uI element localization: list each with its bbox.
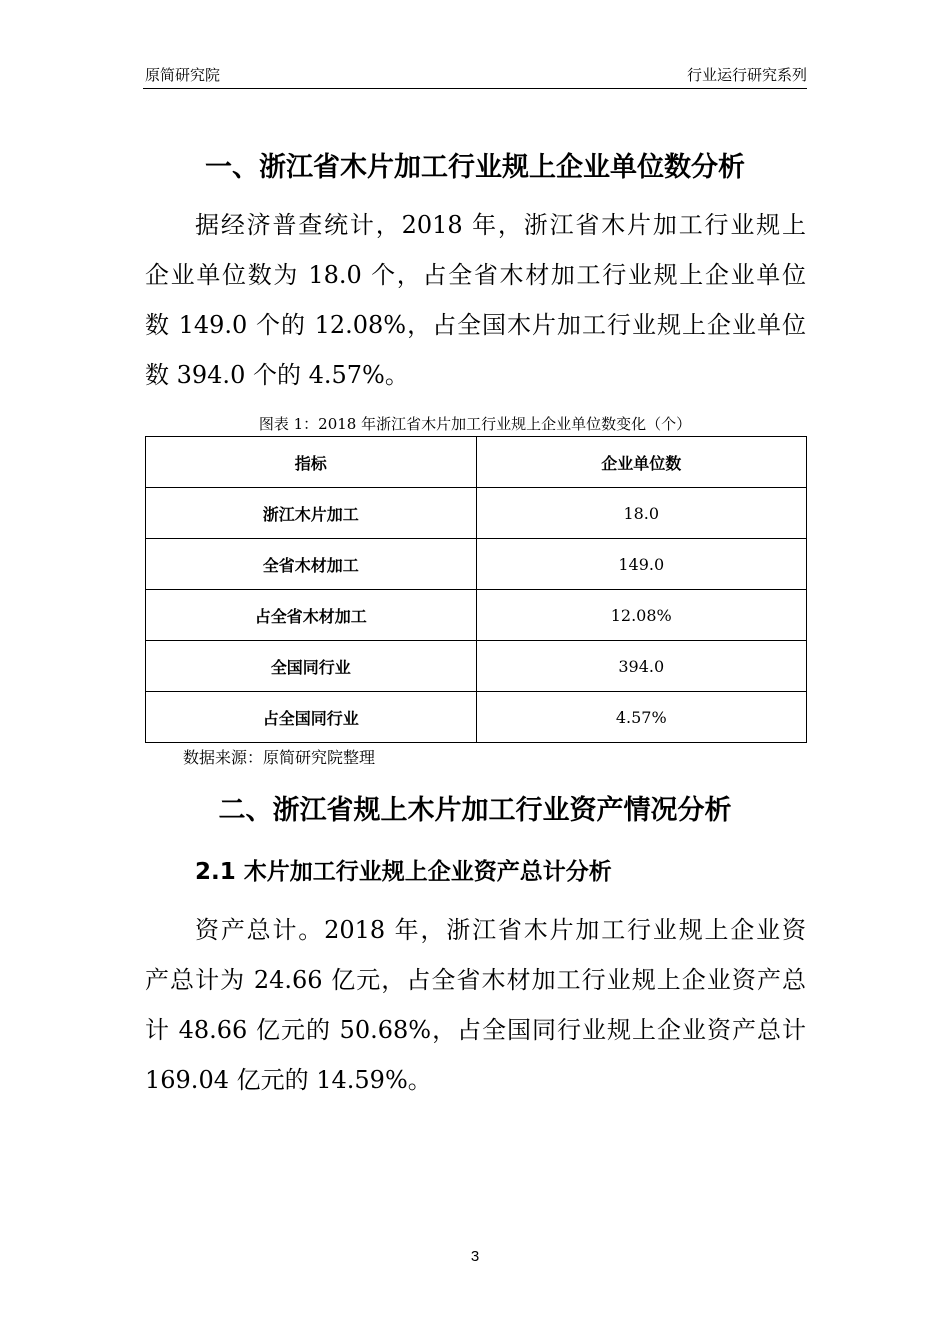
section2-subtitle: 2.1 木片加工行业规上企业资产总计分析 xyxy=(195,859,612,885)
table-row xyxy=(146,488,807,539)
row-value: 18.0 xyxy=(476,488,807,539)
row-label: 占全国同行业 xyxy=(146,692,477,743)
row-label: 占全省木材加工 xyxy=(146,590,477,641)
table-row xyxy=(146,641,807,692)
row-value: 4.57% xyxy=(476,692,807,743)
row-label: 全省木材加工 xyxy=(146,539,477,590)
table-row xyxy=(146,590,807,641)
paragraph-line: 数 149.0 个的 12.08%，占全国木片加工行业规上企业单位 xyxy=(145,311,806,339)
paragraph-line: 资产总计。2018 年，浙江省木片加工行业规上企业资 xyxy=(195,916,806,944)
paragraph-line: 产总计为 24.66 亿元，占全省木材加工行业规上企业资产总 xyxy=(145,966,806,994)
row-label: 浙江木片加工 xyxy=(146,488,477,539)
section1-title: 一、浙江省木片加工行业规上企业单位数分析 xyxy=(205,152,745,183)
section1-paragraph xyxy=(145,200,806,400)
column-header: 指标 xyxy=(146,437,477,488)
table-caption: 图表 1：2018 年浙江省木片加工行业规上企业单位数变化（个） xyxy=(258,415,692,433)
paragraph-line: 企业单位数为 18.0 个，占全省木材加工行业规上企业单位 xyxy=(145,261,806,289)
row-label: 全国同行业 xyxy=(146,641,477,692)
header-org: 原简研究院 xyxy=(145,67,221,84)
column-header: 企业单位数 xyxy=(476,437,807,488)
table-row xyxy=(146,692,807,743)
paragraph-line: 计 48.66 亿元的 50.68%，占全国同行业规上企业资产总计 xyxy=(145,1016,806,1044)
header-series: 行业运行研究系列 xyxy=(686,67,807,84)
paragraph-line: 数 394.0 个的 4.57%。 xyxy=(145,361,409,389)
table-header-row xyxy=(146,437,807,488)
page-number: 3 xyxy=(470,1248,480,1265)
table-source: 数据来源：原简研究院整理 xyxy=(183,748,376,767)
paragraph-line: 据经济普查统计，2018 年，浙江省木片加工行业规上 xyxy=(195,211,806,239)
row-value: 12.08% xyxy=(476,590,807,641)
header-divider xyxy=(143,88,807,89)
paragraph-line: 169.04 亿元的 14.59%。 xyxy=(145,1066,432,1094)
row-value: 149.0 xyxy=(476,539,807,590)
enterprise-count-table xyxy=(145,436,807,743)
table-row xyxy=(146,539,807,590)
row-value: 394.0 xyxy=(476,641,807,692)
section2-title: 二、浙江省规上木片加工行业资产情况分析 xyxy=(218,795,732,826)
section2-paragraph xyxy=(145,905,806,1105)
